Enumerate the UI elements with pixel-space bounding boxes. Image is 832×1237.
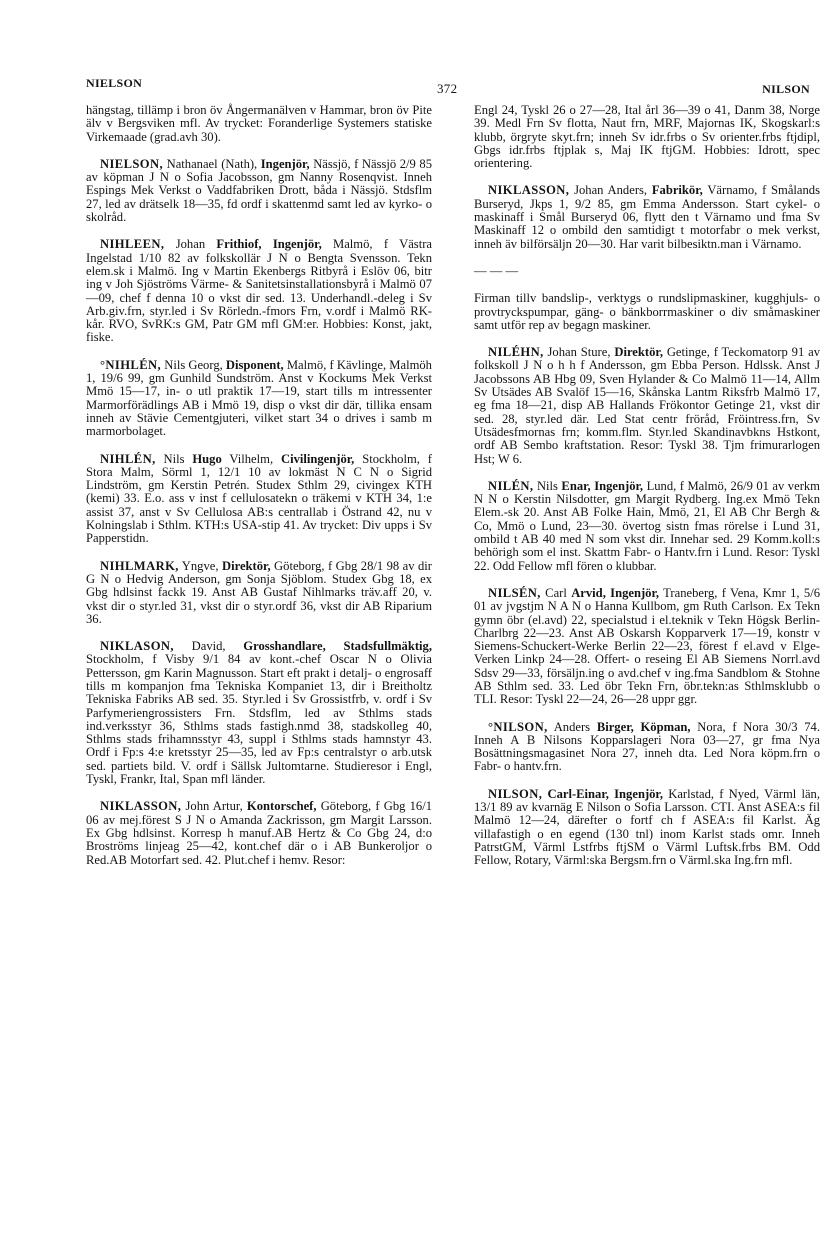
entry-given-name: Anders — [547, 719, 597, 734]
biography-entry — [86, 640, 432, 786]
entry-title: Civilingenjör, — [280, 451, 355, 466]
entry-title: Fabrikör, — [651, 183, 703, 198]
entry-title: Ingenjör, — [590, 478, 644, 493]
entry-text: Malmö, f Kävlinge, Malmöh 1, 19/6 99, gm Gunhild Sundström. Anst v Kockums Mek Verkst Mmö 15—17, in- o utl praktik 17—19, start tills m intressenter Marmorförädlings AB i Mmö 19, disp o vkst dir där, tillika ensam inneh av Stävie Cementgjuteri, vilket start 34 o drives i samb m marmorbolaget. — [86, 357, 432, 439]
entry-given-name: Carl — [540, 585, 572, 600]
entry-surname: NILÉHN, — [488, 345, 544, 360]
right-column — [474, 104, 820, 882]
entry-text: Nässjö, f Nässjö 2/9 85 av köpman J N o Sofia Jacobsson, gm Nanny Rosenqvist. Inneh Espings Mek Verkst o Vaddfabriken Drott, båda i Nässjö. Stdsflm 27, led av drätselk 18—35, fd ordf i skattenmd samt led av kyrko- o skolråd. — [86, 156, 432, 225]
entry-continuation: Engl 24, Tyskl 26 o 27—28, Ital årl 36—39 o 41, Danm 38, Norge 39. Medl Frn Sv flotta, Naut frn, MRF, Majornas IK, Skogskarl:s klubb, örgryte skyt.frn; inneh Sv idr.frbs o Sv orienter.frbs ftjdipl, Gbgs idr.frbs ftjplak s, Maj IK ftjGM. Hobbies: Idrott, spec orientering. — [474, 103, 820, 171]
biography-entry — [474, 587, 820, 707]
left-column — [86, 104, 432, 881]
entry-title: Direktör, — [614, 345, 663, 360]
entry-title: Ingenjör, — [260, 156, 310, 171]
entry-title: Ingenjör, — [605, 585, 660, 600]
biography-entry — [474, 346, 820, 466]
entry-given-name: Johan Anders, — [569, 183, 652, 198]
biography-entry — [474, 480, 820, 573]
entry-surname: °NILSON, — [488, 719, 548, 734]
entry-surname: NIHLMARK, — [100, 558, 179, 573]
entry-text: Nora, f Nora 30/3 74. Inneh A B Nilsons Kopparslageri Nora 03—27, gr fma Nya Bosättningsmagasinet Nora 27, inneh dta. Led Nora köpm.frn o Fabr- o hantv.frn. — [474, 719, 820, 774]
entry-given-name: Johan — [164, 237, 217, 252]
biography-entry — [474, 788, 820, 868]
entry-surname: NIKLASON, — [100, 639, 174, 654]
entry-surname: NIKLASSON, — [100, 799, 182, 814]
page-number: 372 — [437, 81, 458, 96]
entry-text: Stockholm, f Visby 9/1 84 av kont.-chef Oscar N o Olivia Pettersson, gm Karin Magnusson. Start eft prakt i detalj- o engrosaff tills m kompanjon fma Tekniska Kompaniet 13, dir i Breitholtz Tekniska Fabriks AB sed. 35. Styr.led i Sv Grossistfrb, v. ordf i Sv Parfymeriengrossisters Frn. Stdsflm, led av Sthlms stads ind.verksstyr 36, Sthlms stads fastigh.nmd 38, stadskolleg 40, Sthlms stads frihamnsstyr 43, suppl i Sthlms stads hamnstyr 43. Ordf i Fp:s 4:e kretsstyr 25—35, led av Fp:s centralstyr o arb.utsk sed. partiets bild. V. ordf i Sällsk Jultomtarne. Studieresor i Engl, Tyskl, Frankr, Ital, Span mfl länder. — [86, 652, 432, 787]
entry-text: Lund, f Malmö, 26/9 01 av verkm N N o Kerstin Nilsdotter, gm Margit Rydberg. Ing.ex Mmö Tekn Elem.-sk 20. Anst AB Folke Hain, Mmö, 21, El AB Chr Bergh & Co, Mmö o Lund, 23—30. övertog sistn fmas rörelse i Lund 31, ombild t AB 40 med N som vkst dir. Innehar sed. 29 Komm.koll:s behörigh som el inst. Skattm Fabr- o Hantv.frn i Lund. Resor: Tyskl 22. Odd Fellow mfl fören o klubbar. — [474, 478, 820, 573]
entry-text: Göteborg, f Gbg 28/1 98 av dir G N o Hedvig Anderson, gm Sonja Sjöblom. Studex Gbg 18, ex Gbg hdlsinst fackk 19. Anst AB Gustaf Nihlmarks träv.aff 20, v. vkst dir o styr.led 31, vkst dir o styr.ordf 36, vkst dir AB Riparium 36. — [86, 558, 432, 626]
biography-entry — [86, 359, 432, 439]
entry-text: Traneberg, f Vena, Kmr 1, 5/6 01 av jvgstjm N A N o Hanna Kullbom, gm Ruth Carlson. Ex Tekn gymn öbr (el.avd) 22, specialstud i el.teknik v Tekn Högsk Berlin-Charlbrg 22—23. Anst AB Oskarsh Kopparverk 17—19, konstr v Siemens-Schuckert-Werke Berlin 22—23, förest f el.avd v Elge-Verken Linkp 24—28. Offert- o reseing El AB Siemens Norrl.avd Sdsv 29—33, försäljn.ing o avd.chef v ing.fma Sandblom & Stohne AB Sthlm sed. 33. Led öbr Tekn Frn, öbr.tekn:as Sthlmsklubb o TLI. Resor: Tyskl 22—24, 26—28 uppr ggr. — [474, 585, 820, 707]
entry-called-name: Hugo — [192, 451, 222, 466]
entry-called-name: Enar, — [561, 478, 591, 493]
entry-called-name: Arvid, — [571, 585, 606, 600]
entry-given-name: Nathanael (Nath), — [163, 156, 261, 171]
entry-surname: NIHLÉN, — [100, 451, 156, 466]
entry-title: Kontorschef, — [246, 799, 317, 814]
entry-surname: NIHLEEN, — [100, 237, 165, 252]
entry-given-name: Johan Sture, — [543, 345, 615, 360]
biography-entry — [86, 560, 432, 626]
biography-entry — [474, 184, 820, 250]
entry-given-name: Nils — [533, 478, 562, 493]
biography-entry — [86, 800, 432, 866]
entry-title: Disponent, — [225, 357, 284, 372]
entry-text: Malmö, f Västra Ingelstad 1/10 82 av folkskollär J N o Bengta Svensson. Tekn elem.sk i Malmö. Ing v Martin Ekenbergs Ritbyrå i Eslöv 06, bitr ing v Joh Sjöströms Värme- & Sanitetsinstallationsbyrå i Malmö 07—09, chef f denna 10 o vkst dir sed. 13. Underhandl.-deleg i Sv Arb.giv.frn, styr.led i Sv Rörledn.-fmors Frn, v.ordf i Malmö RK-kår. RVO, SvRK:s GM, Patr GM mfl GM:er. Hobbies: Konst, jakt, fiske. — [86, 237, 432, 345]
entry-given-name: Yngve, — [178, 558, 222, 573]
entry-title: Direktör, — [221, 558, 271, 573]
entry-called-name: Carl-Einar, — [547, 786, 609, 801]
entry-called-name: Birger, — [596, 719, 634, 734]
entry-text: Göteborg, f Gbg 16/1 06 av mej.förest S J N o Amanda Zackrisson, gm Margit Larsson. Ex Gbg hdlsinst. Korresp h manuf.AB Hertz & Co Gbg 24, d:o Broströms linjeag 25—42, kont.chef där o i AB Bunkeroljor o Red.AB Motorfart sed. 42. Plut.chef i hemv. Resor: — [86, 799, 432, 867]
entry-continuation: hängstag, tillämp i bron öv Ångermanälven v Hammar, bron öv Pite älv v Bergsviken mfl. Av trycket: Foranderlige Systemers statiske Virkemaade (grad.avh 30). — [86, 103, 432, 144]
entry-surname: °NIHLÉN, — [100, 357, 162, 372]
entry-title: Köpman, — [633, 719, 691, 734]
entry-text: Värnamo, f Smålands Burseryd, Jkps 1, 9/2 85, gm Emma Andersson. Start cykel- o maskinaff i Smål Burseryd 06, flytt den t Värnamo und fma Sv Maskinaff 12 o ombild den samtidigt t motorfabr o mek verkst, inneh äv bilförsäljn 20—30. Har varit bilbesiktn.man i Värnamo. — [474, 183, 821, 251]
running-header-right: NILSON — [762, 82, 810, 96]
entry-given-name: David, — [173, 639, 244, 654]
entry-title: Grosshandlare, Stadsfullmäktig, — [243, 639, 432, 654]
entry-surname: NILÉN, — [488, 478, 534, 493]
entry-title: Ingenjör, — [608, 786, 664, 801]
entry-text: Getinge, f Teckomatorp 91 av folkskoll J N o h h f Andersson, gm Ebba Person. Hdlssk. Anst J Jacobssons AB Hbg 09, Sven Hylander & Co Malmö 11—14, Allm Sv Utsädes AB Svalöf 15—16, Skånska Lantm Riksfrb Malmö 17, eg fma 18—21, disp AB Hallands Frökontor Getinge 21, vkst dir sed. 28, styr.led där. Led Stat centr fröråd, Fröintress.frn, Sv Utsädesfmornas frn; komm.flm. Styr.led Skandinavbkns Hstkont, ordf AB Sembo kraftstation. Resor: Tyskl 38. Tjm frimurarlogen Hst; W 6. — [474, 345, 820, 466]
entry-surname: NILSON, — [488, 786, 543, 801]
entry-note: Firman tillv bandslip-, verktygs o rundslipmaskiner, kugghjuls- o provtryckspumpar, gäng- o bänkborrmaskiner o div småmaskiner samt utför rep av begagn maskiner. — [474, 291, 820, 332]
entry-given-name: Vilhelm, — [221, 451, 281, 466]
entry-surname: NILSÉN, — [488, 585, 541, 600]
biography-entry — [86, 158, 432, 224]
entry-title: Ingenjör, — [261, 237, 322, 252]
entry-surname: NIELSON, — [100, 156, 164, 171]
entry-text: Stockholm, f Stora Malm, Sörml 1, 12/1 10 av lokmäst N C N o Sigrid Lindström, gm Kerstin Petrén. Studex Sthlm 29, civingex KTH (kemi) 33. E.o. ass v inst f cellulosatekn o träkemi v KTH 34, 1:e assist 37, anst v Sv Cellulosa AB:s centrallab i Östrand 42, nu v Kolningslab i Sthlm. KTH:s USA-stip 41. Av trycket: Div upps i Sv Papperstidn. — [86, 451, 432, 546]
separator: — — — — [474, 263, 519, 278]
biography-entry — [86, 453, 432, 546]
entry-surname: NIKLASSON, — [488, 183, 570, 198]
entry-given-name: Nils — [155, 451, 193, 466]
entry-given-name: Nils Georg, — [161, 357, 226, 372]
entry-text: Karlstad, f Nyed, Värml län, 13/1 89 av kvarnäg E Nilson o Sofia Larsson. CTI. Anst ASEA:s fil Malmö 12—24, därefter o fortf ch f ASEA:s fil Karlst. Äg villafastigh o en egend (130 tnl) inom Karlst stads omr. Inneh PatrstGM, Värml Lstfrbs ftjSM o Värml Luftsk.frbs BM. Odd Fellow, Rotary, Värml:ska Bergsm.frn o Värml.ska Ing.frn mfl. — [474, 786, 820, 868]
entry-given-name: John Artur, — [181, 799, 247, 814]
biography-entry — [474, 721, 820, 774]
entry-called-name: Frithiof, — [216, 237, 262, 252]
biography-entry — [86, 238, 432, 344]
running-header-left: NIELSON — [86, 76, 143, 90]
